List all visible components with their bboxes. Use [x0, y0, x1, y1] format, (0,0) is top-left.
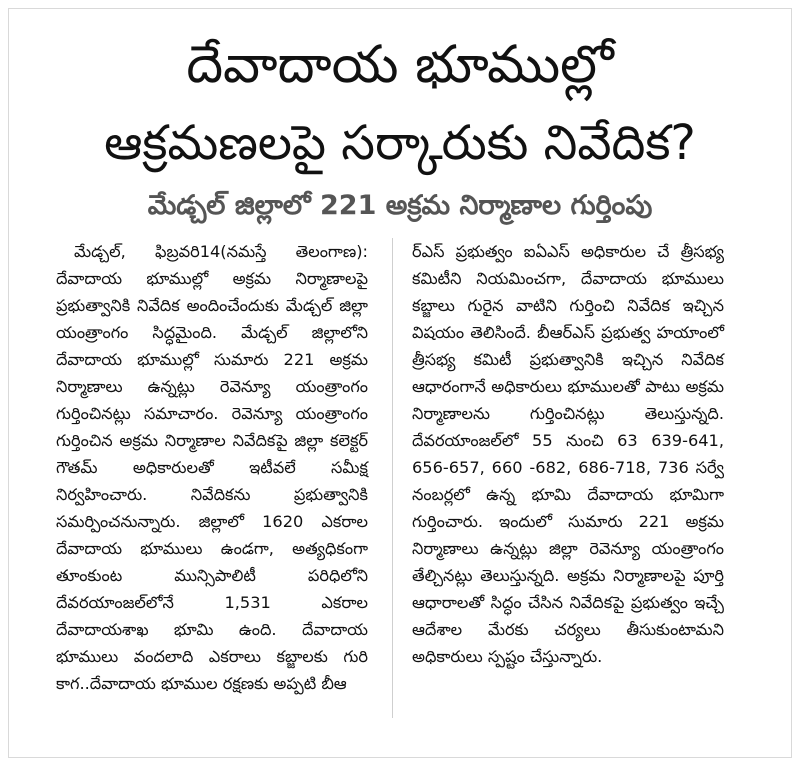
subheadline: మేడ్చల్ జిల్లాలో 221 అక్రమ నిర్మాణాల గుర్తింపు	[147, 190, 653, 221]
headline-line-1: దేవాదాయ భూముల్లో	[186, 35, 614, 95]
article-text-left: మేడ్చల్, ఫిబ్రవరి14(నమస్తే తెలంగాణ): దేవాదాయ భూముల్లో అక్రమ నిర్మాణాలపై ప్రభుత్వానికి నివేదిక అందించేందుకు మేడ్చల్ జిల్లా యంత్రాంగం సిద్ధమైంది. మేడ్చల్ జిల్లాలోని దేవాదాయ భూముల్లో సుమారు 221 అక్రమ నిర్మాణాలు ఉన్నట్లు రెవెన్యూ యంత్రాంగం గుర్తించినట్లు సమాచారం. రెవెన్యూ యంత్రాంగం గుర్తించిన అక్రమ నిర్మాణాల నివేదికపై జిల్లా కలెక్టర్ గౌతమ్ అధికారులతో ఇటీవలే సమీక్ష నిర్వహించారు. నివేదికను ప్రభుత్వానికి సమర్పించనున్నారు. జిల్లాలో 1620 ఎకరాల దేవాదాయ భూములు ఉండగా, అత్యధికంగా తూంకుంట మున్సిపాలిటీ పరిధిలోని దేవరయాంజల్‌లోనే 1,531 ఎకరాల దేవాదాయశాఖ భూమి ఉంది. దేవాదాయ భూములు వందలాది ఎకరాలు కబ్జాలకు గురి కాగ..దేవాదాయ భూముల రక్షణకు అప్పటి బీఆ	[56, 242, 368, 693]
article-column-right	[412, 238, 724, 670]
article-column-left	[56, 238, 393, 718]
article-text-right: ర్ఎస్ ప్రభుత్వం ఐఏఎస్ అధికారుల చే త్రీసభ్య కమిటీని నియమించగా, దేవాదాయ భూములు కబ్జాలు గురైన వాటిని గుర్తించి నివేదిక ఇచ్చిన విషయం తెలిసిందే. బీఆర్ఎస్ ప్రభుత్వ హయాంలో త్రీసభ్య కమిటీ ప్రభుత్వానికి ఇచ్చిన నివేదిక ఆధారంగానే అధికారులు భూములతో పాటు అక్రమ నిర్మాణాలను గుర్తించినట్లు తెలుస్తున్నది. దేవరయాంజల్‌లో 55 నుంచి 63 639-641, 656-657, 660 -682, 686-718, 736 సర్వే నంబర్లలో ఉన్న భూమి దేవాదాయ భూమిగా గుర్తించారు. ఇందులో సుమారు 221 అక్రమ నిర్మాణాలు ఉన్నట్లు జిల్లా రెవెన్యూ యంత్రాంగం తేల్చినట్లు తెలుస్తున్నది. అక్రమ నిర్మాణాలపై పూర్తి ఆధారాలతో సిద్ధం చేసిన నివేదికపై ప్రభుత్వం ఇచ్చే ఆదేశాల మేరకు చర్యలు తీసుకుంటామని అధికారులు స్పష్టం చేస్తున్నారు.	[412, 242, 724, 666]
headline-line-2: ఆక్రమణలపై సర్కారుకు నివేదిక?	[104, 115, 696, 171]
